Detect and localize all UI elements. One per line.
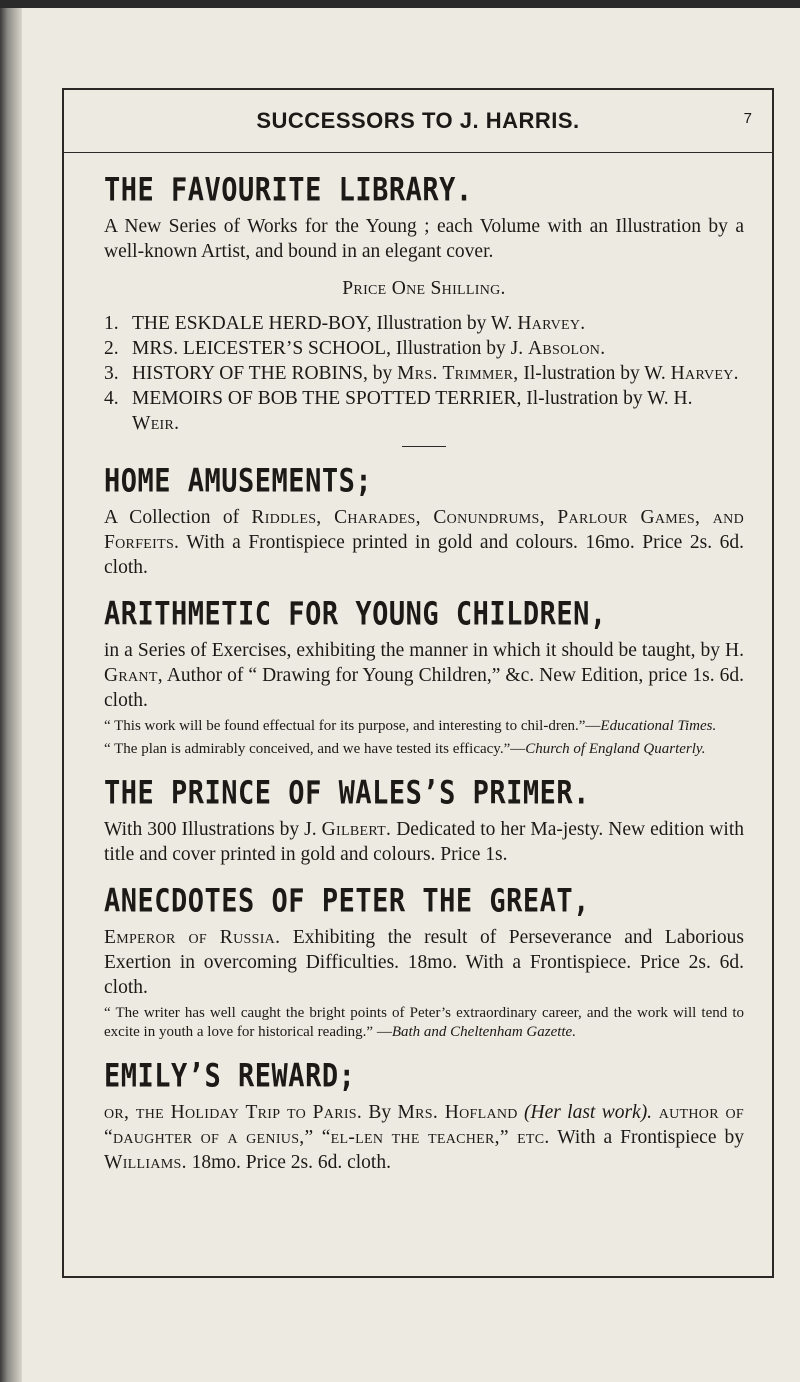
list-item (104, 336, 744, 361)
body-smallcaps: author of “daughter of a genius,” “el-len the teacher,” etc. (104, 1102, 744, 1148)
review-quote (104, 1004, 744, 1042)
page-top-edge (0, 0, 800, 8)
quote-source: Educational Times. (600, 718, 717, 734)
body-text: Exhibiting the result of Perseverance and Laborious Exertion in overcoming Difficulties. 18mo. With a Frontispiece. Price 2s. 6d. cloth. (104, 927, 744, 998)
body-italic: (Her last work). (524, 1102, 653, 1123)
body-smallcaps: Gilbert. (321, 819, 392, 840)
section-body (104, 638, 744, 713)
artist-name: Williams. (104, 1152, 187, 1173)
quote-source: Bath and Cheltenham Gazette. (391, 1024, 576, 1040)
section-body (104, 925, 744, 1000)
item-detail: by (367, 363, 398, 384)
item-number: 2. (104, 338, 119, 359)
section-title: EMILY’S REWARD; (104, 1058, 356, 1095)
section-home-amusements (104, 465, 744, 580)
quote-text: “ The writer has well caught the bright points of Peter’s extraordinary career, and the work will tend to excite in youth a love for historical reading.” — (104, 1005, 744, 1040)
section-body (104, 505, 744, 580)
section-title: THE PRINCE OF WALES’S PRIMER. (104, 775, 590, 812)
book-list (104, 311, 744, 436)
quote-source: Church of England Quarterly. (525, 741, 706, 757)
item-detail: Il-lustration by W. (518, 363, 671, 384)
body-text: in a Series of Exercises, exhibiting the manner in which it should be taught, by H. (104, 640, 744, 661)
list-item (104, 311, 744, 336)
section-peter-the-great (104, 885, 744, 1042)
price-line: Price One Shilling. (342, 278, 506, 299)
section-favourite-library (104, 174, 744, 447)
list-item (104, 361, 744, 386)
item-detail: Il-lustration by W. H. (521, 388, 693, 409)
item-detail: Illustration by W. (371, 313, 518, 334)
section-body (104, 817, 744, 867)
section-title: ANECDOTES OF PETER THE GREAT, (104, 883, 590, 920)
body-text: With 300 Illustrations by J. (104, 819, 322, 840)
section-title: HOME AMUSEMENTS; (104, 463, 373, 500)
section-intro: A New Series of Works for the Young ; each Volume with an Illustration by a well-known Artist, and bound in an elegant cover. (104, 216, 744, 262)
author-name: Mrs. Hofland (397, 1102, 518, 1123)
item-title: THE ESKDALE HERD-BOY, (132, 313, 372, 334)
body-text: Dedicated to her Ma-jesty. New edition with title and cover printed in gold and colours. Price 1s. (104, 819, 744, 865)
item-detail: Illustration by J. (390, 338, 528, 359)
item-number: 4. (104, 388, 119, 409)
section-emilys-reward (104, 1060, 744, 1175)
book-binding-edge (0, 0, 22, 1382)
page-frame (62, 88, 774, 1278)
item-number: 1. (104, 313, 119, 334)
body-smallcaps: Grant, (104, 665, 163, 686)
header-rule (64, 152, 772, 153)
review-quote (104, 717, 744, 736)
item-title: MEMOIRS OF BOB THE SPOTTED TERRIER, (132, 388, 522, 409)
body-text: Author of “ Drawing for Young Children,” &c. New Edition, price 1s. 6d. cloth. (104, 665, 744, 711)
item-number: 3. (104, 363, 119, 384)
section-divider (402, 446, 446, 447)
running-head: SUCCESSORS TO J. HARRIS. (256, 108, 580, 133)
body-text: With a Frontispiece printed in gold and colours. 16mo. Price 2s. 6d. cloth. (104, 532, 744, 578)
item-artist: Weir. (132, 413, 180, 434)
body-text: A Collection of (104, 507, 252, 528)
review-quote (104, 740, 744, 759)
body-smallcaps: Riddles, Charades, Conundrums, Parlour Games, and Forfeits. (104, 507, 744, 553)
section-body (104, 1100, 744, 1175)
body-smallcaps: or, the Holiday Trip to Paris. (104, 1102, 363, 1123)
item-title: HISTORY OF THE ROBINS, (132, 363, 368, 384)
section-arithmetic (104, 598, 744, 759)
body-text: By (362, 1102, 398, 1123)
item-author: Mrs. Trimmer, (397, 363, 519, 384)
quote-text: “ This work will be found effectual for its purpose, and interesting to chil-dren.”— (104, 718, 601, 734)
page-number: 7 (743, 110, 752, 127)
body-smallcaps: Emperor of Russia. (104, 927, 281, 948)
section-title: THE FAVOURITE LIBRARY. (104, 172, 473, 209)
book-page (22, 8, 800, 1382)
body-text: With a Frontispiece by (549, 1127, 744, 1148)
page-content (104, 174, 744, 1175)
item-artist: Absolon. (528, 338, 606, 359)
body-text: 18mo. Price 2s. 6d. cloth. (186, 1152, 391, 1173)
list-item (104, 386, 744, 436)
quote-text: “ The plan is admirably conceived, and we have tested its efficacy.”— (104, 741, 526, 757)
item-title: MRS. LEICESTER’S SCHOOL, (132, 338, 391, 359)
item-artist: Harvey. (517, 313, 586, 334)
section-title: ARITHMETIC FOR YOUNG CHILDREN, (104, 596, 607, 633)
section-prince-of-wales-primer (104, 777, 744, 867)
item-artist: Harvey. (670, 363, 739, 384)
